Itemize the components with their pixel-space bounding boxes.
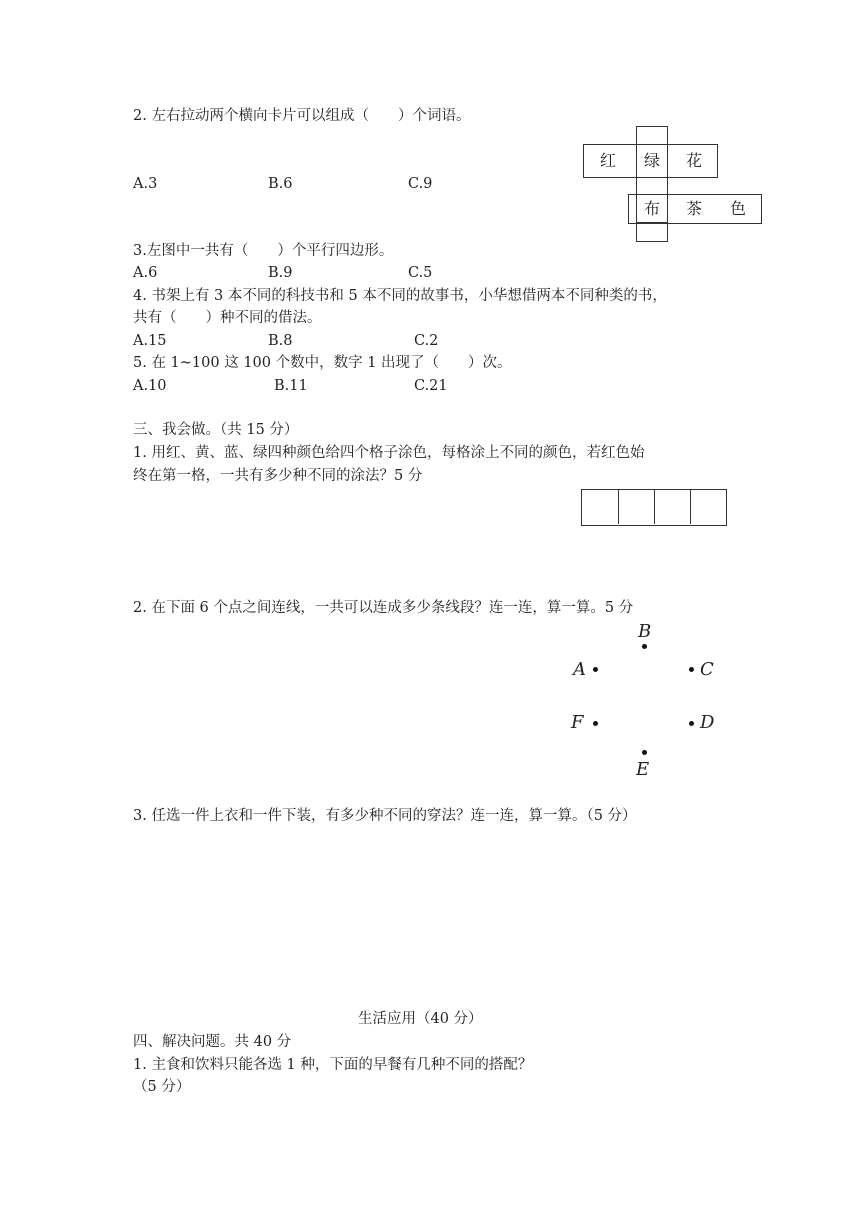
s3-problem1-line1: 1. 用红、黄、蓝、绿四种颜色给四个格子涂色，每格涂上不同的颜色，若红色始: [133, 445, 645, 461]
point-label-f: F: [571, 712, 584, 733]
point-label-b: B: [638, 621, 652, 642]
point-c[interactable]: [689, 667, 694, 672]
q4-option-c: C.2: [414, 333, 439, 349]
point-label-d: D: [700, 712, 715, 733]
q4-text-line2: 共有（ ）种不同的借法。: [133, 310, 322, 326]
q3-option-a: A.6: [133, 265, 158, 281]
grid-cell-4[interactable]: [690, 490, 725, 524]
point-label-c: C: [700, 659, 714, 680]
point-label-e: E: [636, 759, 650, 780]
q2-option-a: A.3: [133, 176, 158, 192]
q5-option-c: C.21: [414, 378, 448, 394]
q3-text: 3.左图中一共有（ ）个平行四边形。: [133, 243, 394, 259]
q3-option-b: B.9: [268, 265, 293, 281]
top-card-char-1: 红: [599, 151, 616, 170]
point-label-a: A: [573, 659, 586, 680]
s3-problem1-line2: 终在第一格，一共有多少种不同的涂法？5 分: [133, 468, 423, 484]
q2-text: 2. 左右拉动两个横向卡片可以组成（ ）个词语。: [133, 108, 471, 124]
q4-text-line1: 4. 书架上有 3 本不同的科技书和 5 本不同的故事书，小华想借两本不同种类的书，: [133, 288, 667, 304]
q4-option-b: B.8: [268, 333, 293, 349]
point-b[interactable]: [642, 644, 647, 649]
bottom-card-char-1: 布: [643, 199, 660, 218]
word-card-puzzle: [580, 126, 765, 242]
s4-problem1-line2: （5 分）: [133, 1079, 191, 1095]
q5-option-b: B.11: [274, 378, 308, 394]
q2-option-b: B.6: [268, 176, 293, 192]
grid-cell-1[interactable]: [582, 490, 619, 524]
top-card-char-2: 绿: [643, 151, 660, 170]
color-grid: [581, 489, 727, 526]
grid-cell-2[interactable]: [618, 490, 655, 524]
section4-title: 四、解决问题。共 40 分: [133, 1034, 292, 1050]
point-d[interactable]: [689, 721, 694, 726]
top-card-char-3: 花: [685, 151, 702, 170]
life-heading: 生活应用（40 分）: [358, 1011, 483, 1027]
s4-problem1-line1: 1. 主食和饮料只能各选 1 种，下面的早餐有几种不同的搭配？: [133, 1057, 533, 1073]
bottom-card-char-2: 茶: [685, 199, 702, 218]
grid-cell-3[interactable]: [654, 490, 691, 524]
q5-text: 5. 在 1~100 这 100 个数中，数字 1 出现了（ ）次。: [133, 355, 512, 371]
q3-option-c: C.5: [408, 265, 433, 281]
point-f[interactable]: [593, 721, 598, 726]
point-e[interactable]: [642, 750, 647, 755]
q4-option-a: A.15: [133, 333, 167, 349]
bottom-card-char-3: 色: [729, 199, 746, 218]
section3-title: 三、我会做。（共 15 分）: [133, 422, 299, 438]
point-a[interactable]: [593, 667, 598, 672]
q5-option-a: A.10: [133, 378, 167, 394]
q2-option-c: C.9: [408, 176, 433, 192]
s3-problem2: 2. 在下面 6 个点之间连线，一共可以连成多少条线段？连一连，算一算。5 分: [133, 600, 634, 616]
s3-problem3: 3. 任选一件上衣和一件下装，有多少种不同的穿法？连一连，算一算。（5 分）: [133, 808, 637, 824]
